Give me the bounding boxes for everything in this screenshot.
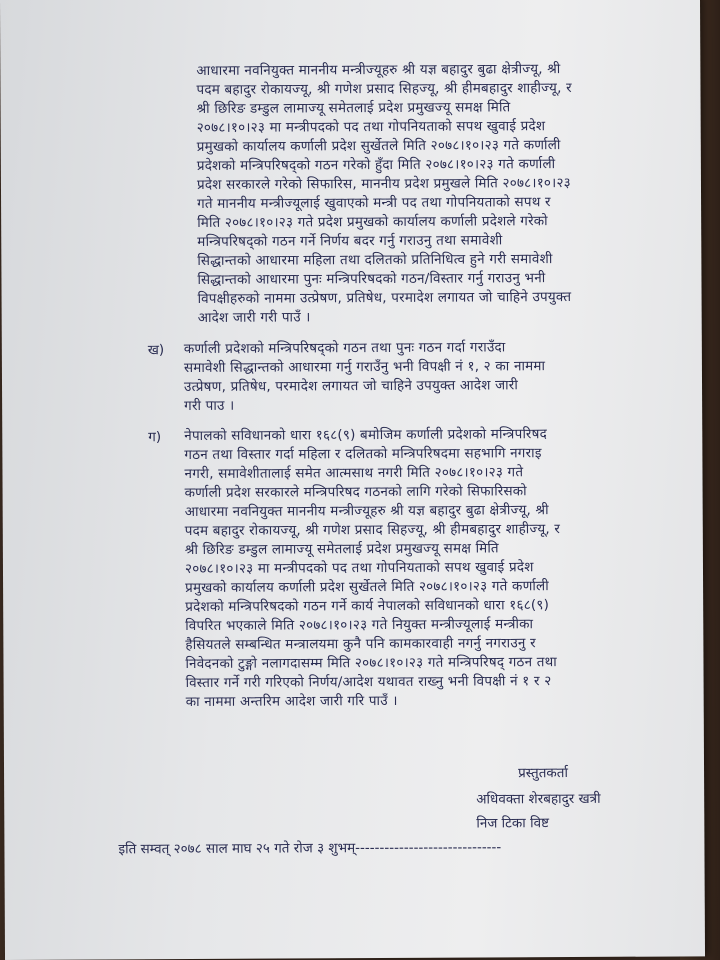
text-line: का नाममा अन्तरिम आदेश जारी गरि पाउँ । bbox=[185, 692, 398, 711]
text-line: मन्त्रिपरिषद्को गठन गर्ने निर्णय बदर गर्नु गराउनु तथा समावेशी bbox=[197, 232, 503, 250]
paragraph-kha bbox=[184, 338, 658, 416]
text-line: विस्तार गर्ने गरी गरिएको निर्णय/आदेश यथावत राख्नु भनी विपक्षी नं १ र २ bbox=[185, 673, 552, 692]
signature-title: प्रस्तुतकर्ता bbox=[518, 765, 568, 782]
signature-advocate: अधिवक्ता शेरबहादुर खत्री bbox=[476, 790, 601, 808]
text-line: प्रदेशको मन्त्रिपरिषद्को गठन गरेको हुँदा मिति २०७८।१०।२३ गते कर्णाली bbox=[196, 156, 556, 174]
text-line: नेपालको सविधानको धारा १६८(९) बमोजिम कर्णाली प्रदेशको मन्त्रिपरिषद bbox=[184, 426, 548, 445]
text-line: प्रदेशको मन्त्रिपरिषदको गठन गर्ने कार्य नेपालको सविधानको धारा १६८(९) bbox=[185, 597, 550, 616]
text-line: २०७८।१०।२३ मा मन्त्रीपदको पद तथा गोपनियताको सपथ खुवाई प्रदेश bbox=[196, 118, 546, 136]
text-line: कर्णाली प्रदेशको मन्त्रिपरिषद्को गठन तथा पुनः गठन गर्दा गराउँदा bbox=[183, 339, 506, 358]
text-line: मिति २०७८।१०।२३ गते प्रदेश प्रमुखको कार्यालय कर्णाली प्रदेशले गरेको bbox=[197, 213, 548, 231]
text-line: आधारमा नवनियुक्त माननीय मन्त्रीज्यूहरु श्री यज्ञ बहादुर बुढा क्षेत्रीज्यू, श्री bbox=[184, 502, 549, 521]
signature-name: निज टिका विष्ट bbox=[476, 815, 549, 832]
text-line: उत्प्रेषण, प्रतिषेध, परमादेश लगायत जो चाहिने उपयुक्त आदेश जारी bbox=[183, 377, 519, 396]
text-line: श्री छिरिङ डम्डुल लामाज्यू समेतलाई प्रदेश प्रमुखज्यू समक्ष मिति bbox=[196, 99, 511, 117]
text-line: गते माननीय मन्त्रीज्यूलाई खुवाएको मन्त्री पद तथा गोपनियताको सपथ र bbox=[197, 194, 551, 212]
text-line: कर्णाली प्रदेश सरकारले मन्त्रिपरिषद गठनको लागि गरेको सिफारिसको bbox=[184, 483, 527, 502]
document-footer: इति सम्वत् २०७८ साल माघ २५ गते रोज ३ शुभम्------------------------------ bbox=[118, 839, 502, 858]
text-line: सिद्धान्तको आधारमा महिला तथा दलितको प्रतिनिधित्व हुने गरी समावेशी bbox=[197, 251, 553, 269]
paragraph-continuation bbox=[196, 60, 657, 328]
text-line: आदेश जारी गरी पाउँ । bbox=[197, 309, 311, 326]
text-line: निवेदनको टुङ्गो नलागदासम्म मिति २०७८।१०।२३ गते मन्त्रिपरिषद् गठन तथा bbox=[185, 654, 558, 673]
text-line: गरी पाउ । bbox=[184, 397, 235, 415]
text-line: प्रदेश सरकारले गरेको सिफारिस, माननीय प्रदेश प्रमुखले मिति २०७८।१०।२३ bbox=[196, 175, 571, 193]
text-line: आधारमा नवनियुक्त माननीय मन्त्रीज्यूहरु श्री यज्ञ बहादुर बुढा क्षेत्रीज्यू, श्री bbox=[196, 61, 561, 79]
item-marker-ga: ग) bbox=[148, 429, 162, 446]
text-line: विपक्षीहरुको नाममा उत्प्रेषण, प्रतिषेध, परमादेश लगायत जो चाहिने उपयुक्त bbox=[197, 289, 572, 307]
text-line: पदम बहादुर रोकायज्यू, श्री गणेश प्रसाद सिहज्यू, श्री हीमबहादुर शाहीज्यू, र bbox=[184, 521, 561, 540]
text-line: प्रमुखको कार्यालय कर्णाली प्रदेश सुर्खेतले मिति २०७८।१०।२३ गते कर्णाली bbox=[196, 137, 561, 155]
item-marker-kha: ख) bbox=[147, 342, 165, 359]
text-line: विपरित भएकाले मिति २०७८।१०।२३ गते नियुक्त मन्त्रीज्यूलाई मन्त्रीका bbox=[185, 616, 534, 635]
text-line: श्री छिरिङ डम्डुल लामाज्यू समेतलाई प्रदेश प्रमुखज्यू समक्ष मिति bbox=[184, 540, 499, 559]
text-line: २०७८।१०।२३ मा मन्त्रीपदको पद तथा गोपनियताको सपथ खुवाई प्रदेश bbox=[184, 559, 534, 578]
text-line: हैसियतले सम्बन्धित मन्त्रालयमा कुनै पनि कामकारवाही नगर्नु नगराउनु र bbox=[185, 635, 536, 654]
text-line: प्रमुखको कार्यालय कर्णाली प्रदेश सुर्खेतले मिति २०७८।१०।२३ गते कर्णाली bbox=[185, 578, 549, 597]
text-line: गठन तथा विस्तार गर्दा महिला र दलितको मन्त्रिपरिषदमा सहभागि नगराइ bbox=[184, 445, 542, 464]
text-line: पदम बहादुर रोकायज्यू, श्री गणेश प्रसाद सिहज्यू, श्री हीमबहादुर शाहीज्यू, र bbox=[196, 80, 572, 98]
text-line: समावेशी सिद्धान्तको आधारमा गर्नु गराउँनु भनी विपक्षी नं १, २ का नाममा bbox=[183, 358, 546, 377]
text-line: नगरी, समावेशीतालाई समेत आत्मसाथ नगरी मिति २०७८।१०।२३ गते bbox=[184, 464, 524, 483]
paragraph-ga bbox=[184, 425, 659, 712]
text-line: सिद्धान्तको आधारमा पुनः मन्त्रिपरिषदको गठन/विस्तार गर्नु गराउनु भनी bbox=[197, 270, 546, 288]
